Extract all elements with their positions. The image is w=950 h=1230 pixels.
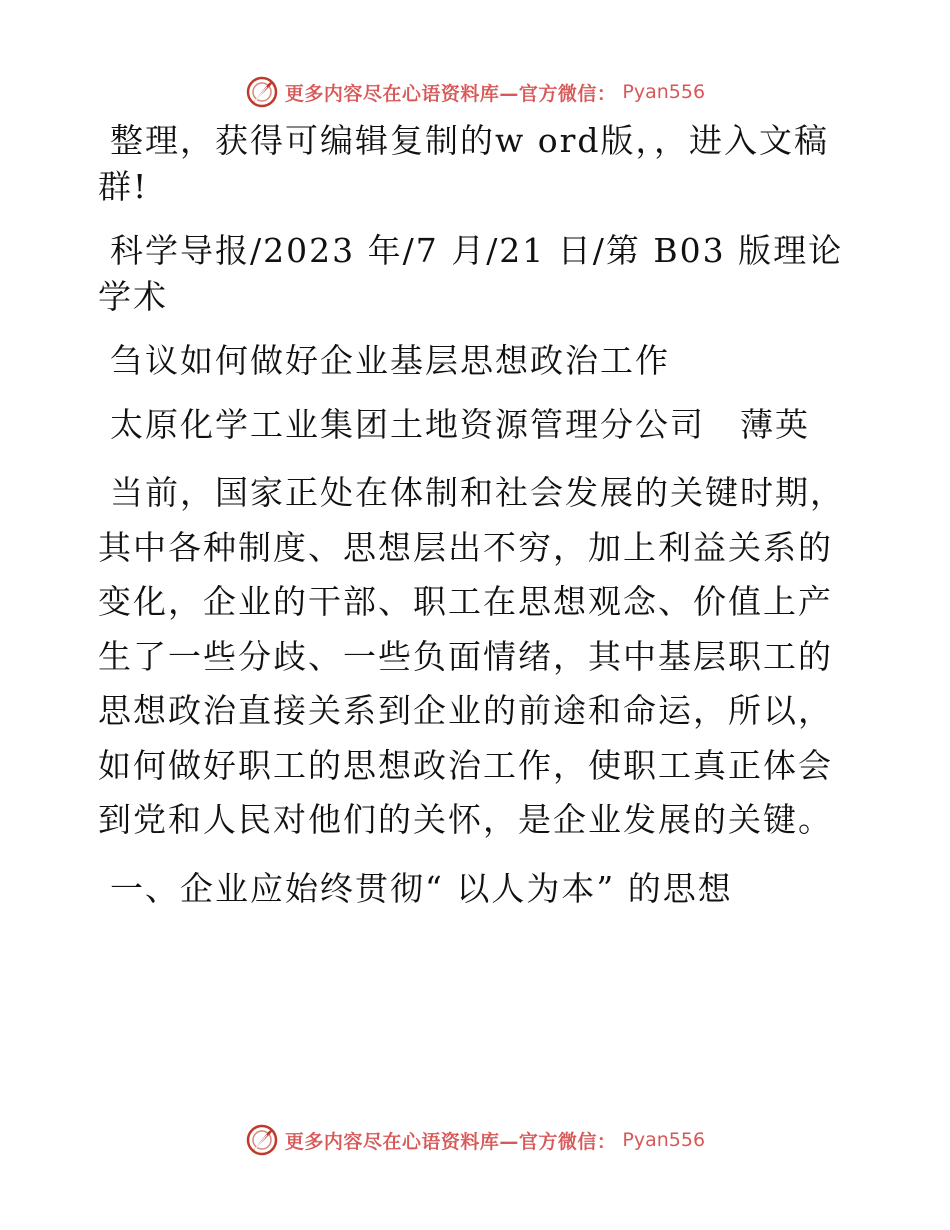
watermark-wechat-id: Pyan556 [622, 1129, 706, 1151]
watermark-text: 更多内容尽在心语资料库—官方微信： [284, 1130, 617, 1153]
watermark-text: 更多内容尽在心语资料库—官方微信： [284, 82, 617, 105]
author-line: 太原化学工业集团土地资源管理分公司 薄英 [110, 405, 810, 444]
watermark-header [0, 72, 950, 112]
document-body [98, 118, 850, 930]
section-heading: 一、企业应始终贯彻“ 以人为本” 的思想 [110, 868, 733, 908]
body-paragraph: 当前，国家正处在体制和社会发展的关键时期，其中各种制度、思想层出不穷，加上利益关系的变化，企业的干部、职工在思想观念、价值上产生了一些分歧、一些负面情绪，其中基层职工的思想政治直接关系到企业的前途和命运，所以，如何做好职工的思想政治工作，使职工真正体会到党和人民对他们的关怀，是企业发展的关键。 [98, 473, 845, 839]
source-line: 科学导报/2023 年/7 月/21 日/第 B03 版理论学术 [98, 231, 844, 316]
feather-pen-seal-icon [245, 1123, 279, 1157]
watermark-wechat-id: Pyan556 [622, 81, 706, 103]
watermark-footer [0, 1120, 950, 1160]
article-title: 刍议如何做好企业基层思想政治工作 [110, 341, 670, 380]
intro-line: 整理，获得可编辑复制的w ord版，，进入文稿群! [98, 121, 830, 206]
feather-pen-seal-icon [245, 75, 279, 109]
